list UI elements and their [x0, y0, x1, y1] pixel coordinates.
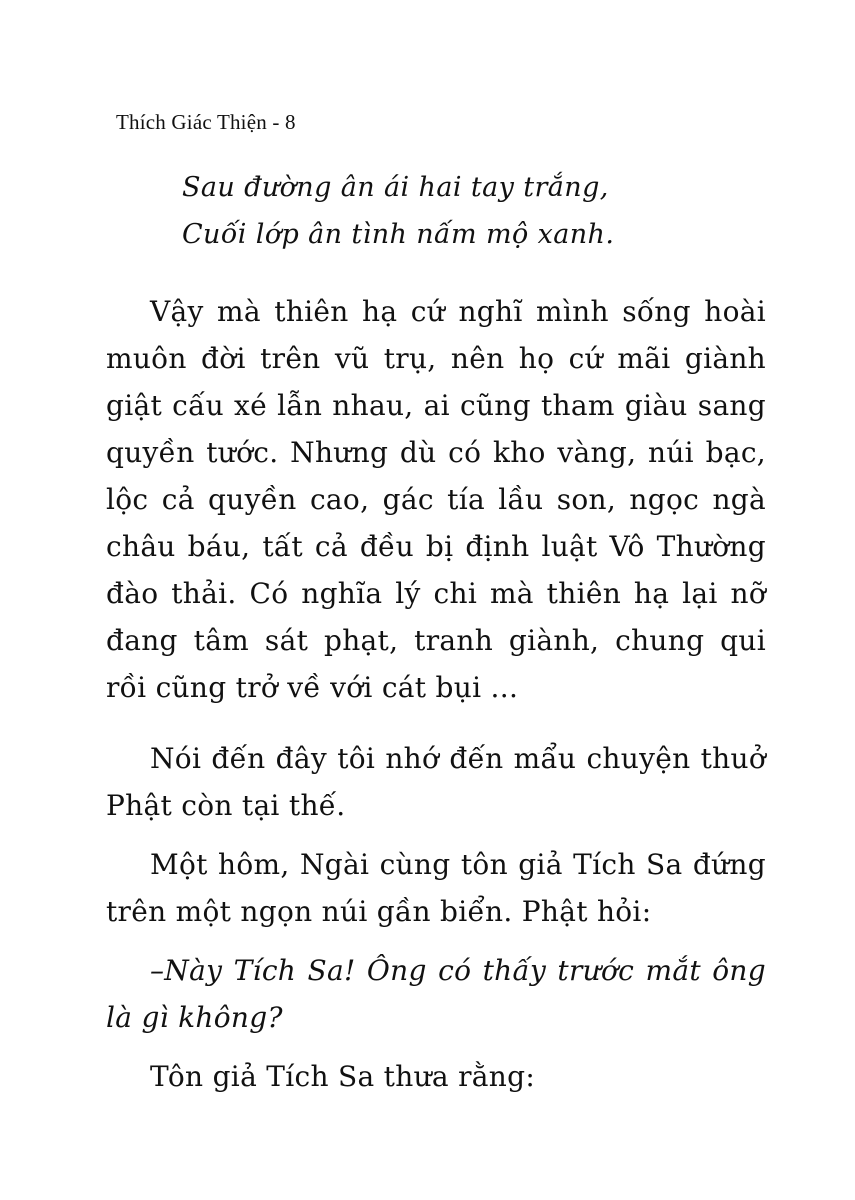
- running-head: Thích Giác Thiện - 8: [116, 110, 296, 134]
- paragraph-4-text: –Này Tích Sa! Ông có thấy trước mắt ông là gì không?: [106, 954, 766, 1034]
- paragraph-5-text: Tôn giả Tích Sa thưa rằng:: [150, 1060, 536, 1093]
- paragraph-5: [106, 1053, 766, 1100]
- paragraph-2: [106, 735, 766, 829]
- paragraph-1-text: Vậy mà thiên hạ cứ nghĩ mình sống hoài muôn đời trên vũ trụ, nên họ cứ mãi giành giật cấu xé lẫn nhau, ai cũng tham giàu sang quyền tước. Nhưng dù có kho vàng, núi bạc, lộc cả quyền cao, gác tía lầu son, ngọc ngà châu báu, tất cả đều bị định luật Vô Thường đào thải. Có nghĩa lý chi mà thiên hạ lại nỡ đang tâm sát phạt, tranh giành, chung qui rồi cũng trở về với cát bụi ...: [106, 295, 766, 704]
- verse-line-2: Cuối lớp ân tình nấm mộ xanh.: [182, 219, 615, 250]
- paragraph-3: [106, 841, 766, 935]
- paragraph-4-dialogue: [106, 947, 766, 1041]
- paragraph-1: [106, 288, 766, 711]
- paragraph-2-text: Nói đến đây tôi nhớ đến mẩu chuyện thuở Phật còn tại thế.: [106, 742, 766, 822]
- verse-line-1: Sau đường ân ái hai tay trắng,: [182, 172, 609, 203]
- paragraph-3-text: Một hôm, Ngài cùng tôn giả Tích Sa đứng trên một ngọn núi gần biển. Phật hỏi:: [106, 848, 766, 928]
